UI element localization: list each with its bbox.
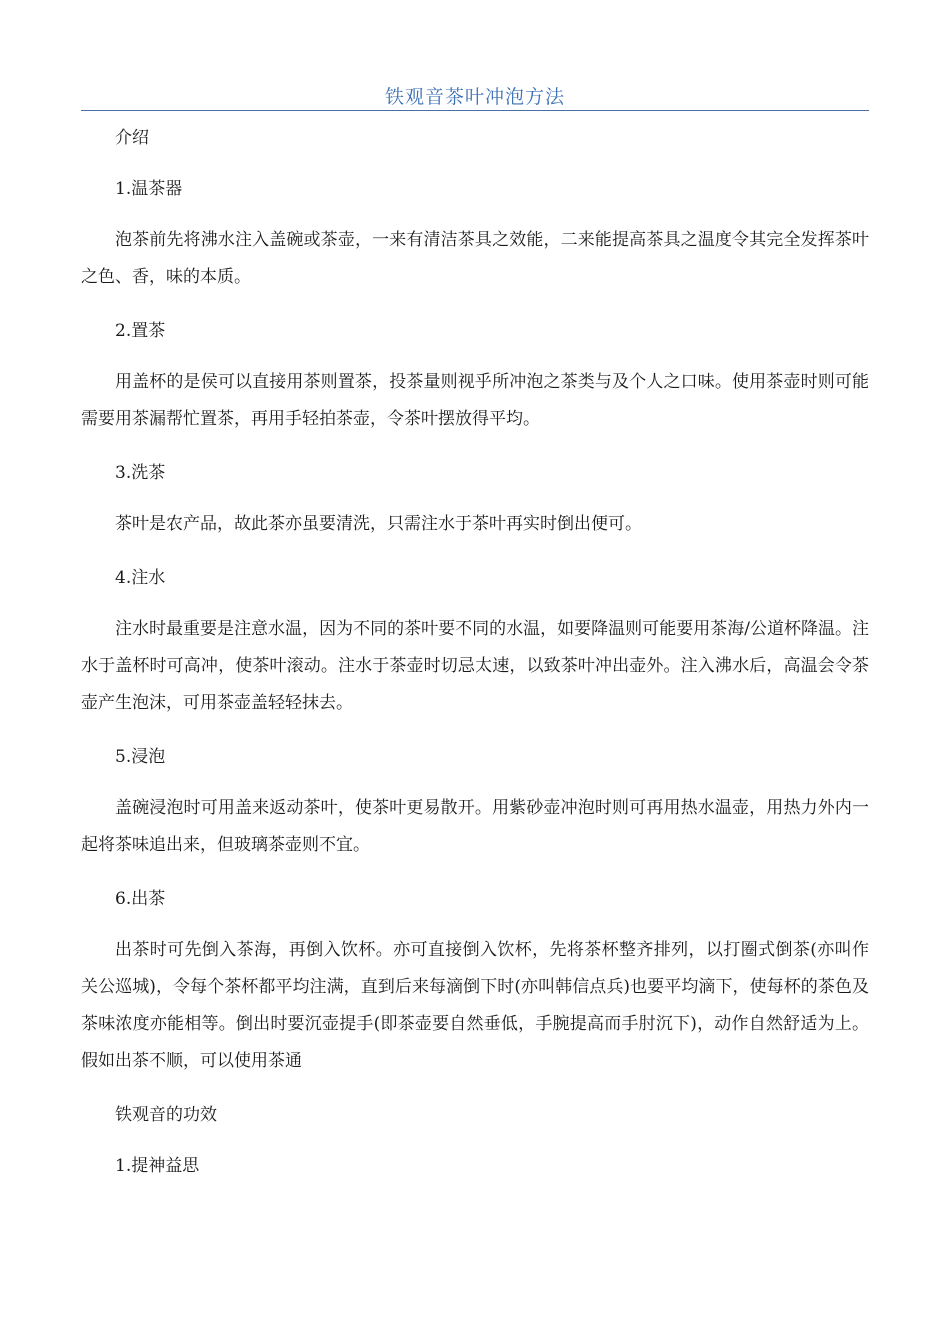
paragraph-warm-teaware: 泡茶前先将沸水注入盖碗或茶壶，一来有清洁茶具之效能，二来能提高茶具之温度令其完全发挥茶叶之色、香，味的本质。 [81,230,869,287]
paragraph-steep: 盖碗浸泡时可用盖来返动茶叶，使茶叶更易散开。用紫砂壶冲泡时则可再用热水温壶，用热力外内一起将茶味追出来，但玻璃茶壶则不宜。 [81,798,869,855]
document-body [81,120,869,1199]
step-heading-pour-water: 4.注水 [115,568,166,588]
step-heading-serve: 6.出茶 [115,889,166,909]
paragraph-serve: 出茶时可先倒入茶海，再倒入饮杯。亦可直接倒入饮杯，先将茶杯整齐排列，以打圈式倒茶(亦叫作关公巡城)，令每个茶杯都平均注满，直到后来每滴倒下时(亦叫韩信点兵)也要平均滴下，使每杯的茶色及茶味浓度亦能相等。倒出时要沉壶提手(即茶壶要自然垂低，手腕提高而手肘沉下)，动作自然舒适为上。假如出茶不顺，可以使用茶通 [81,940,869,1071]
paragraph-wash-tea: 茶叶是农产品，故此茶亦虽要清洗，只需注水于茶叶再实时倒出便可。 [115,514,642,534]
page-header [81,80,869,111]
benefit-heading-refresh: 1.提神益思 [115,1156,200,1176]
document-title: 铁观音茶叶冲泡方法 [384,86,565,108]
paragraph-pour-water: 注水时最重要是注意水温，因为不同的茶叶要不同的水温，如要降温则可能要用茶海/公道杯降温。注水于盖杯时可高冲，使茶叶滚动。注水于茶壶时切忌太速，以致茶叶冲出壶外。注入沸水后，高温会令茶壶产生泡沫，可用茶壶盖轻轻抹去。 [81,619,869,713]
paragraph-place-tea: 用盖杯的是侯可以直接用茶则置茶，投茶量则视乎所冲泡之茶类与及个人之口味。使用茶壶时则可能需要用茶漏帮忙置茶，再用手轻拍茶壶，令茶叶摆放得平均。 [81,372,869,429]
section-heading-intro: 介绍 [115,128,149,148]
step-heading-steep: 5.浸泡 [115,747,166,767]
step-heading-wash-tea: 3.洗茶 [115,463,166,483]
step-heading-place-tea: 2.置茶 [115,321,166,341]
section-heading-benefits: 铁观音的功效 [115,1105,217,1125]
step-heading-warm-teaware: 1.温茶器 [115,179,183,199]
